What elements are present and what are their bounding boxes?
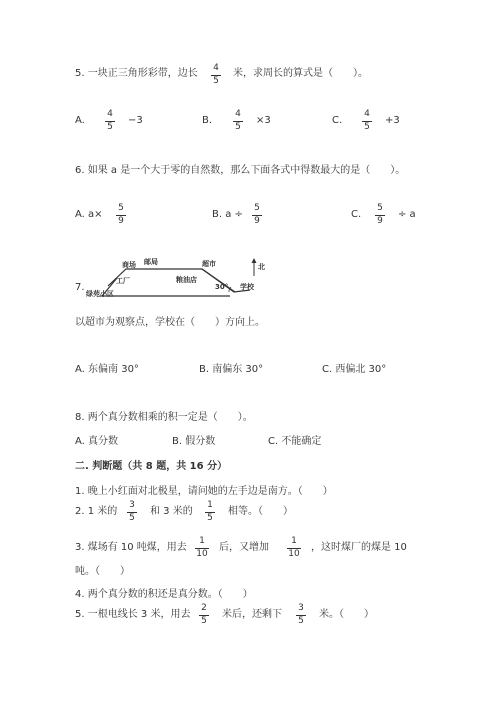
q7-direction-map	[82, 256, 282, 302]
q6-option-b-fraction: 5 9	[250, 204, 264, 228]
q5-option-b-label[interactable]: B.	[202, 115, 213, 126]
q7-question: 以超市为观察点，学校在（ ）方向上。	[75, 317, 265, 328]
q5-option-b-fraction: 4 5	[231, 110, 245, 134]
judgement-4: 4. 两个真分数的积还是真分数。（ ）	[75, 589, 253, 600]
judgement-2-part-a: 2. 1 米的	[75, 506, 118, 517]
q7-option-b[interactable]: B. 南偏东 30°	[199, 364, 264, 375]
judgement-5-part-a: 5. 一根电线长 3 米，用去	[75, 609, 191, 620]
judgement-3-part-c: ，这时煤厂的煤是 10	[311, 542, 407, 553]
q6-option-c-label[interactable]: C.	[351, 209, 362, 220]
q5-option-b-op: ×3	[256, 115, 271, 126]
q5-stem-fraction: 4 5	[209, 64, 223, 88]
q5-option-a-op: −3	[128, 115, 143, 126]
judgement-2-part-b: 和 3 米的	[150, 506, 193, 517]
q8-option-c[interactable]: C. 不能确定	[268, 436, 322, 447]
map-label-gongchang: 工厂	[116, 277, 130, 285]
judgement-3-part-b: 后，又增加	[219, 542, 269, 553]
judgement-2-part-c: 相等。（ ）	[228, 506, 293, 517]
map-label-chaoshi: 超市	[202, 260, 216, 268]
q6-option-a-fraction: 5 9	[114, 204, 128, 228]
judgement-3-part-a: 3. 煤场有 10 吨煤，用去	[75, 542, 187, 553]
q8-option-b[interactable]: B. 假分数	[172, 436, 216, 447]
q6-option-b-label[interactable]: B. a ÷	[212, 209, 243, 220]
judgement-3-fraction-1: 1 10	[196, 536, 208, 559]
q5-stem-prefix: 5. 一块正三角形彩带，边长	[75, 68, 198, 79]
map-label-youju: 邮局	[144, 258, 158, 266]
judgement-5-fraction-2: 3 5	[294, 604, 308, 628]
q7-option-a[interactable]: A. 东偏南 30°	[75, 364, 139, 375]
judgement-3-part-d: 吨。（ ）	[75, 566, 130, 577]
map-label-angle: 30°	[215, 283, 229, 291]
q8-option-a[interactable]: A. 真分数	[75, 436, 119, 447]
q5-stem-suffix: 米，求周长的算式是（ ）。	[233, 68, 368, 79]
q6-option-a-label[interactable]: A. a×	[75, 209, 103, 220]
q5-option-a-label[interactable]: A.	[75, 115, 85, 126]
map-label-north: 北	[258, 263, 265, 271]
judgement-2-fraction-1: 3 5	[125, 501, 139, 525]
judgement-3-fraction-2: 1 10	[288, 536, 300, 559]
judgement-5-fraction-1: 2 5	[197, 604, 211, 628]
q6-option-c-op: ÷ a	[398, 209, 416, 220]
section-title-judgement: 二. 判断题（共 8 题，共 16 分）	[75, 461, 228, 472]
q5-option-c-fraction: 4 5	[360, 110, 374, 134]
q5-option-c-label[interactable]: C.	[332, 115, 343, 126]
q8-stem: 8. 两个真分数相乘的积一定是（ ）。	[75, 412, 253, 423]
q5-option-c-op: +3	[385, 115, 400, 126]
map-label-luyuan: 绿苑小区	[86, 290, 114, 298]
q7-number: 7.	[75, 282, 85, 293]
q7-option-c[interactable]: C. 西偏北 30°	[322, 364, 387, 375]
north-arrow-head	[252, 258, 257, 263]
map-label-xuexiao: 学校	[240, 283, 254, 291]
map-label-liangyoudian: 粮油店	[176, 276, 197, 284]
judgement-1: 1. 晚上小红面对北极星，请问她的左手边是南方。（ ）	[75, 486, 333, 497]
q5-option-a-fraction: 4 5	[103, 110, 117, 134]
judgement-2-fraction-2: 1 5	[203, 501, 217, 525]
q6-option-c-fraction: 5 9	[373, 204, 387, 228]
judgement-5-part-b: 米后，还剩下	[222, 609, 282, 620]
judgement-5-part-c: 米。（ ）	[319, 609, 374, 620]
map-label-shangchang: 商场	[122, 261, 136, 269]
q6-stem: 6. 如果 a 是一个大于零的自然数，那么下面各式中得数最大的是（ ）。	[75, 165, 406, 176]
